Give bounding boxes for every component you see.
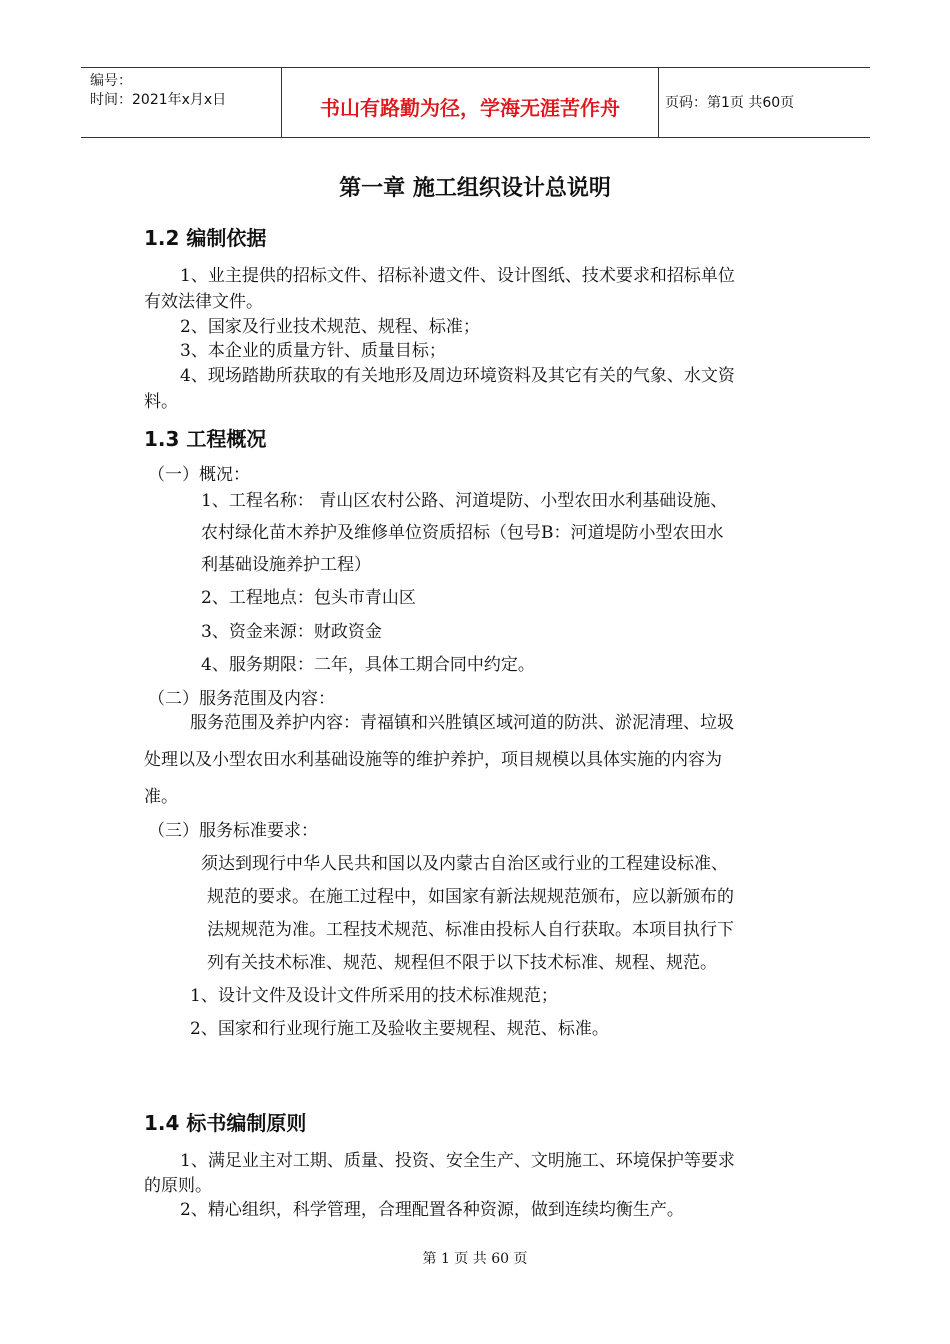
paragraph-line: 1、工程名称： 青山区农村公路、河道堤防、小型农田水利基础设施、: [201, 491, 728, 511]
paragraph-line: 1、满足业主对工期、质量、投资、安全生产、文明施工、环境保护等要求: [180, 1151, 735, 1171]
paragraph-line: 1、设计文件及设计文件所采用的技术标准规范；: [190, 986, 558, 1006]
paragraph-line: 规范的要求。在施工过程中，如国家有新法规规范颁布，应以新颁布的: [207, 887, 734, 907]
paragraph-line: 料。: [144, 392, 178, 412]
paragraph-line: 3、资金来源：财政资金: [201, 622, 382, 642]
paragraph-line: 2、工程地点：包头市青山区: [201, 588, 416, 608]
paragraph-line: 准。: [144, 787, 178, 807]
number-label: 编号：: [90, 73, 132, 89]
paragraph-line: （一）概况：: [148, 465, 250, 485]
paragraph-line: 1、业主提供的招标文件、招标补遗文件、设计图纸、技术要求和招标单位: [180, 266, 735, 286]
header-page-info: 页码：第1页 共60页: [665, 95, 795, 111]
header-page-cell: [659, 68, 870, 137]
paragraph-line: 处理以及小型农田水利基础设施等的维护养护，项目规模以具体实施的内容为: [144, 750, 722, 770]
paragraph-line: 须达到现行中华人民共和国以及内蒙古自治区或行业的工程建设标准、: [201, 854, 728, 874]
section-heading-1-3: 1.3 工程概况: [144, 427, 267, 451]
paragraph-line: 2、国家及行业技术规范、规程、标准；: [180, 317, 480, 337]
paragraph-line: 3、本企业的质量方针、质量目标；: [180, 341, 446, 361]
chapter-title: 第一章 施工组织设计总说明: [339, 176, 611, 201]
paragraph-line: 农村绿化苗木养护及维修单位资质招标（包号B：河道堤防小型农田水: [201, 523, 724, 543]
header-meta-cell: [81, 68, 282, 137]
section-heading-1-4: 1.4 标书编制原则: [144, 1111, 307, 1135]
paragraph-line: 利基础设施养护工程）: [201, 555, 371, 575]
paragraph-line: 2、精心组织，科学管理，合理配置各种资源，做到连续均衡生产。: [180, 1200, 684, 1220]
header-motto: 书山有路勤为径，学海无涯苦作舟: [320, 96, 620, 120]
paragraph-line: 法规规范为准。工程技术规范、标准由投标人自行获取。本项目执行下: [207, 920, 734, 940]
paragraph-line: 列有关技术标准、规范、规程但不限于以下技术标准、规程、规范。: [207, 953, 717, 973]
header-motto-cell: [282, 68, 659, 137]
page-footer: 第 1 页 共 60 页: [422, 1251, 528, 1267]
paragraph-line: 服务范围及养护内容：青福镇和兴胜镇区域河道的防洪、淤泥清理、垃圾: [190, 713, 734, 733]
paragraph-line: （三）服务标准要求：: [148, 821, 318, 841]
page-header: [81, 67, 870, 138]
paragraph-line: 有效法律文件。: [144, 292, 263, 312]
paragraph-line: （二）服务范围及内容：: [148, 689, 335, 709]
paragraph-line: 2、国家和行业现行施工及验收主要规程、规范、标准。: [190, 1019, 609, 1039]
section-heading-1-2: 1.2 编制依据: [144, 226, 267, 250]
paragraph-line: 4、服务期限：二年，具体工期合同中约定。: [201, 655, 535, 675]
paragraph-line: 的原则。: [144, 1176, 212, 1196]
paragraph-line: 4、现场踏勘所获取的有关地形及周边环境资料及其它有关的气象、水文资: [180, 366, 735, 386]
date-label: 时间：2021年x月x日: [90, 92, 227, 108]
